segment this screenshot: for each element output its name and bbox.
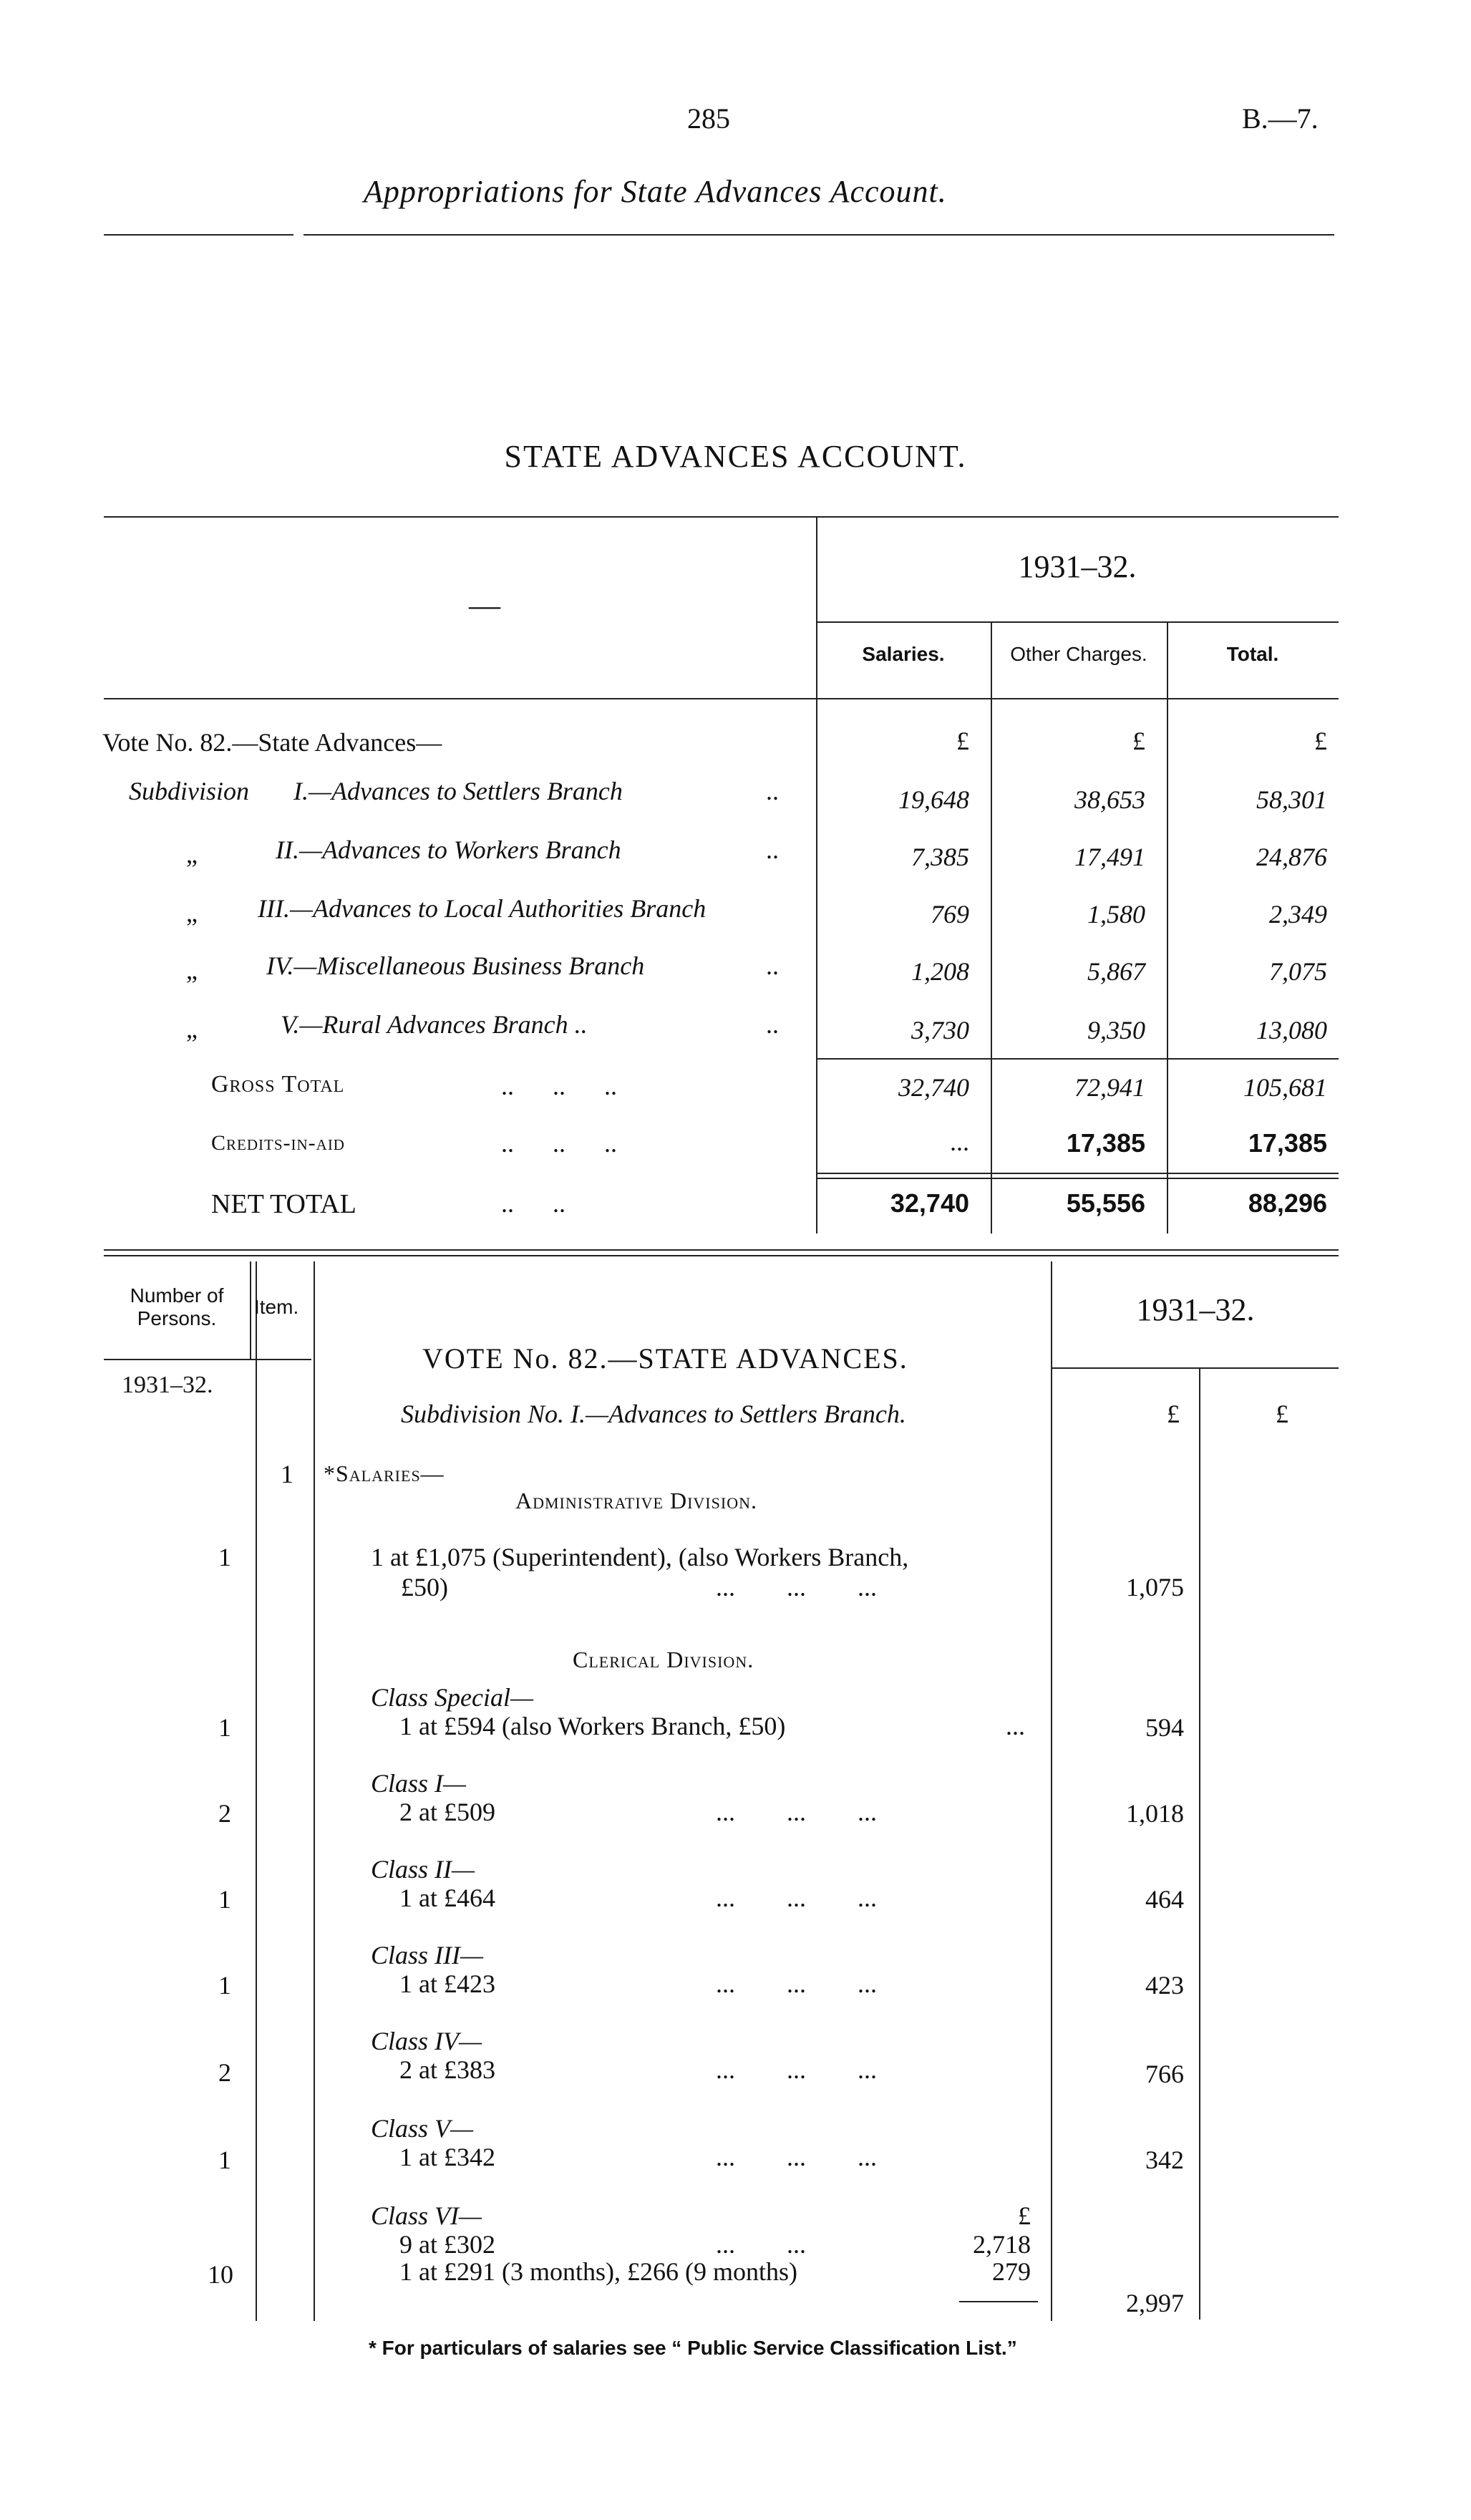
class-vi-amount-2: 279 <box>992 2257 1031 2286</box>
col-total: Total. <box>1226 643 1279 665</box>
row-other: 1,580 <box>1087 900 1145 929</box>
class-name: Class II— <box>371 1855 475 1884</box>
class-vi-line-1: 9 at £302 <box>399 2230 495 2259</box>
class-name: Class Special— <box>371 1683 534 1712</box>
row-prefix: „ <box>186 1014 198 1043</box>
entry-amount: 1,075 <box>1126 1573 1184 1601</box>
class-dots: ... ... ... <box>716 1798 877 1826</box>
net-total-label: NET TOTAL <box>211 1189 356 1219</box>
gross-total-rule <box>816 1058 1339 1060</box>
row-prefix: Subdivision <box>129 777 249 805</box>
row-prefix: „ <box>186 956 198 984</box>
salaries-heading: *Salaries— <box>324 1460 445 1486</box>
class-name: Class V— <box>371 2114 474 2143</box>
class-vi-dots: ... ... <box>716 2230 806 2259</box>
row-dots: .. <box>766 1010 779 1039</box>
row-label: V.—Rural Advances Branch .. <box>281 1010 588 1039</box>
col-other-charges: Other Charges. <box>1010 643 1147 665</box>
item-number: 1 <box>281 1460 293 1488</box>
section-rule <box>104 1249 1339 1251</box>
summary-col-divider <box>816 516 817 1234</box>
detail-currency-2: £ <box>1276 1400 1288 1428</box>
document-reference: B.—7. <box>1242 102 1319 135</box>
class-dots: ... ... ... <box>716 1969 877 1998</box>
detail-header-rule <box>104 1359 311 1360</box>
detail-currency-1: £ <box>1167 1400 1180 1428</box>
row-total: 2,349 <box>1269 900 1327 929</box>
class-amount: 766 <box>1145 2060 1184 2088</box>
row-label: III.—Advances to Local Authorities Branch <box>258 894 707 923</box>
row-other: 5,867 <box>1087 957 1145 986</box>
class-dots: ... ... ... <box>716 1884 877 1912</box>
class-line: 2 at £383 <box>399 2055 495 2084</box>
persons-year: 1931–32. <box>122 1372 213 1398</box>
row-salaries: 1,208 <box>911 957 969 986</box>
class-vi-line-2: 1 at £291 (3 months), £266 (9 months) <box>399 2257 797 2286</box>
class-vi-amount-1: 2,718 <box>973 2230 1031 2259</box>
col-salaries: Salaries. <box>862 643 945 665</box>
administrative-division-heading: Administrative Division. <box>515 1488 757 1513</box>
summary-year: 1931–32. <box>1018 549 1137 584</box>
summary-year-rule <box>816 621 1339 623</box>
net-total-dots: .. .. <box>501 1189 565 1218</box>
class-dots: ... ... ... <box>716 2055 877 2084</box>
row-prefix: „ <box>186 840 198 868</box>
clerical-division-heading: Clerical Division. <box>573 1647 754 1672</box>
class-line: 2 at £509 <box>399 1798 495 1826</box>
row-total: 7,075 <box>1269 957 1327 986</box>
class-dots: ... ... ... <box>716 2143 877 2171</box>
credits-label: Credits-in-aid <box>211 1131 345 1155</box>
entry-line-1: 1 at £1,075 (Superintendent), (also Workers Branch, <box>371 1543 909 1571</box>
class-amount: 594 <box>1145 1713 1184 1742</box>
vote-label: Vote No. 82.—State Advances— <box>102 728 442 757</box>
class-amount: 464 <box>1145 1885 1184 1914</box>
currency-other: £ <box>1132 727 1145 755</box>
row-total: 58,301 <box>1256 785 1327 814</box>
credits-salaries: ... <box>950 1128 969 1156</box>
class-persons: 2 <box>218 1799 231 1828</box>
class-line: 1 at £342 <box>399 2143 495 2171</box>
class-vi-currency: £ <box>1018 2201 1031 2230</box>
class-persons: 2 <box>218 2058 231 2087</box>
class-line: 1 at £594 (also Workers Branch, £50) <box>399 1712 786 1740</box>
col-number-of-persons: Number of Persons. <box>130 1284 224 1329</box>
detail-year-rule <box>1052 1367 1339 1369</box>
currency-total: £ <box>1314 727 1327 755</box>
net-total-rule <box>816 1173 1339 1174</box>
summary-header-rule <box>104 698 1339 699</box>
row-dots: .. <box>766 835 779 864</box>
row-salaries: 3,730 <box>911 1016 969 1045</box>
net-salaries: 32,740 <box>890 1188 969 1218</box>
row-other: 9,350 <box>1087 1016 1145 1045</box>
detail-divider-item <box>314 1261 315 2321</box>
gross-salaries: 32,740 <box>898 1073 969 1102</box>
class-name: Class III— <box>371 1941 484 1969</box>
class-amount: 423 <box>1145 1971 1184 2000</box>
header-rule-right <box>304 234 1334 236</box>
row-label: II.—Advances to Workers Branch <box>276 835 621 864</box>
row-label: I.—Advances to Settlers Branch <box>293 777 623 805</box>
row-other: 17,491 <box>1074 843 1145 871</box>
gross-total-label: Gross Total <box>211 1071 345 1097</box>
row-salaries: 7,385 <box>911 843 969 871</box>
header-rule-left <box>104 234 293 236</box>
net-total: 88,296 <box>1248 1188 1327 1218</box>
class-amount: 342 <box>1145 2146 1184 2174</box>
class-name: Class IV— <box>371 2027 482 2055</box>
class-persons: 1 <box>218 2146 231 2174</box>
entry-dots: ... ... ... <box>716 1573 877 1601</box>
detail-divider-persons-2 <box>256 1261 257 2321</box>
summary-top-rule <box>104 516 1339 518</box>
row-total: 24,876 <box>1256 843 1327 871</box>
running-title: Appropriations for State Advances Account. <box>364 174 947 209</box>
class-name: Class I— <box>371 1769 467 1798</box>
class-persons: 10 <box>208 2260 233 2289</box>
class-vi-sum-rule <box>959 2301 1038 2302</box>
class-dots: ... <box>1006 1712 1025 1740</box>
currency-salaries: £ <box>956 727 969 755</box>
gross-other: 72,941 <box>1074 1073 1145 1102</box>
class-line: 1 at £464 <box>399 1884 495 1912</box>
class-persons: 1 <box>218 1885 231 1914</box>
credits-total: 17,385 <box>1248 1128 1327 1158</box>
page-number: 285 <box>687 102 730 135</box>
class-vi-total: 2,997 <box>1126 2289 1184 2317</box>
gross-total-dots: .. .. .. <box>501 1072 617 1100</box>
detail-year: 1931–32. <box>1136 1292 1255 1327</box>
credits-other: 17,385 <box>1066 1128 1145 1158</box>
row-dots: .. <box>766 951 779 980</box>
footnote: * For particulars of salaries see “ Public Service Classification List.” <box>369 2337 1017 2359</box>
class-amount: 1,018 <box>1126 1799 1184 1828</box>
summary-dash: — <box>469 588 500 623</box>
subdivision-title: Subdivision No. I.—Advances to Settlers Branch. <box>401 1400 906 1428</box>
section-rule-2 <box>104 1255 1339 1256</box>
class-persons: 1 <box>218 1971 231 2000</box>
row-salaries: 19,648 <box>898 785 969 814</box>
net-other: 55,556 <box>1066 1188 1145 1218</box>
col-item: Item. <box>254 1296 299 1318</box>
entry-line-2: £50) <box>401 1573 448 1601</box>
row-prefix: „ <box>186 898 198 927</box>
row-salaries: 769 <box>931 900 969 929</box>
detail-divider-amount-2 <box>1199 1367 1200 2320</box>
row-total: 13,080 <box>1256 1016 1327 1045</box>
row-dots: .. <box>766 777 779 805</box>
detail-divider-persons <box>250 1261 251 1360</box>
row-label: IV.—Miscellaneous Business Branch <box>266 951 645 980</box>
class-line: 1 at £423 <box>399 1969 495 1998</box>
row-other: 38,653 <box>1074 785 1145 814</box>
entry-persons: 1 <box>218 1543 231 1571</box>
class-name: Class VI— <box>371 2201 482 2230</box>
class-persons: 1 <box>218 1713 231 1742</box>
gross-total: 105,681 <box>1243 1073 1327 1102</box>
summary-title: STATE ADVANCES ACCOUNT. <box>504 439 967 474</box>
vote-title: VOTE No. 82.—STATE ADVANCES. <box>422 1342 908 1375</box>
net-total-rule-2 <box>816 1178 1339 1179</box>
credits-dots: .. .. .. <box>501 1129 617 1158</box>
